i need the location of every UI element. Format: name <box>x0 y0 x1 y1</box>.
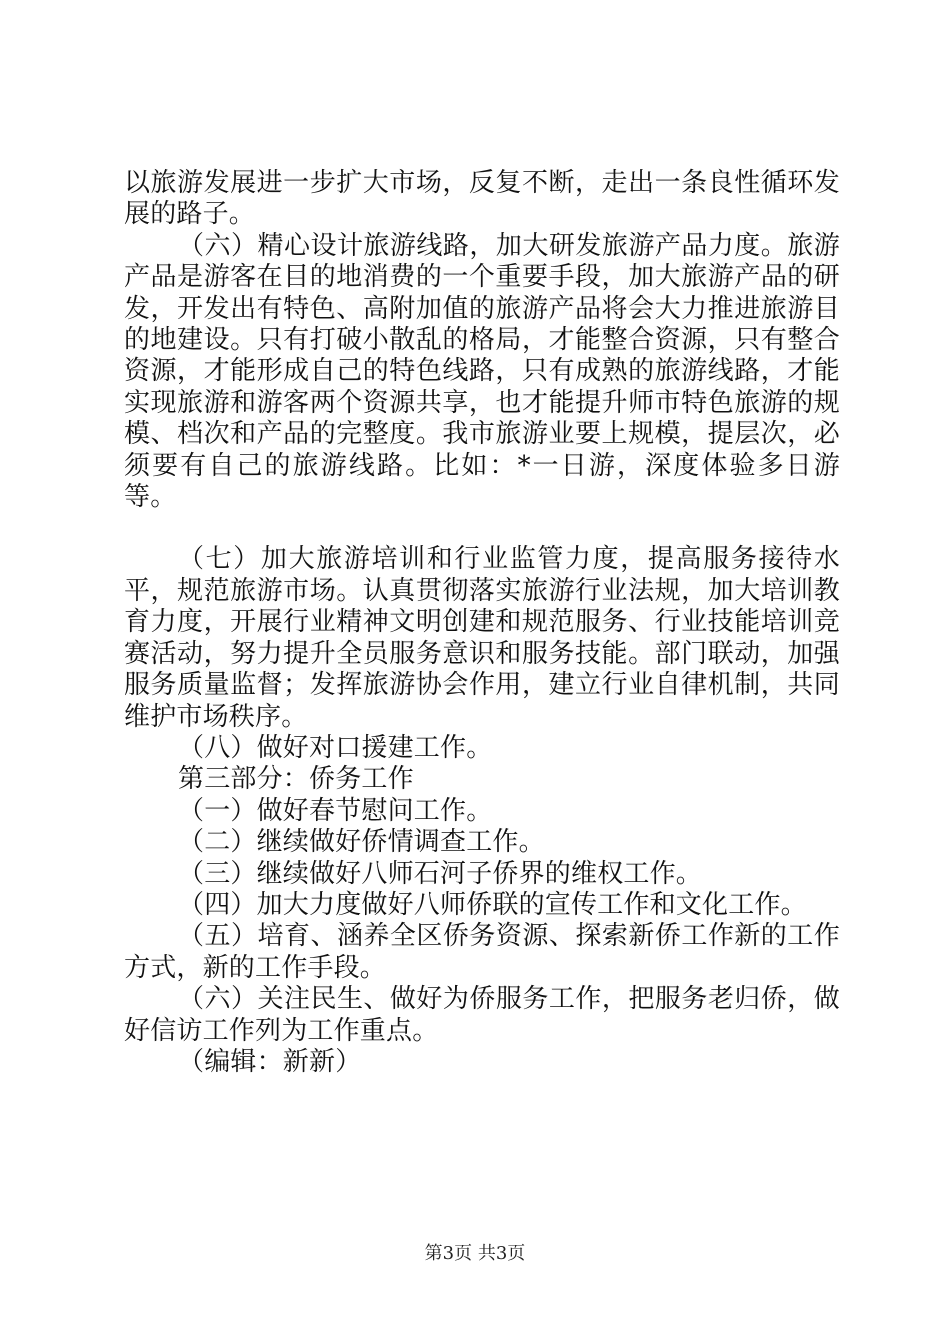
list-item-survey: （二）继续做好侨情调查工作。 <box>178 827 545 858</box>
paragraph-continuation: 以旅游发展进一步扩大市场，反复不断，走出一条良性循环发展的路子。 <box>124 168 840 230</box>
list-item-spring-festival: （一）做好春节慰问工作。 <box>178 795 493 826</box>
list-item-rights-protection: （三）继续做好八师石河子侨界的维权工作。 <box>178 858 703 889</box>
paragraph-tourism-training: （七）加大旅游培训和行业监管力度，提高服务接待水平，规范旅游市场。认真贯彻落实旅游行业法规，加大培训教育力度，开展行业精神文明创建和规范服务、行业技能培训竞赛活动，努力提升全员服务意识和服务技能。部门联动，加强服务质量监督；发挥旅游协会作用，建立行业自律机制，共同维护市场秩序。 <box>124 544 840 732</box>
list-item-livelihood: （六）关注民生、做好为侨服务工作，把服务老归侨，做好信访工作列为工作重点。 <box>124 984 840 1046</box>
paragraph-aid-construction: （八）做好对口援建工作。 <box>178 732 493 763</box>
page-footer: 第3页 共3页 <box>424 1243 526 1264</box>
list-item-resources: （五）培育、涵养全区侨务资源、探索新侨工作新的工作方式，新的工作手段。 <box>124 921 840 983</box>
list-item-publicity: （四）加大力度做好八师侨联的宣传工作和文化工作。 <box>178 889 807 920</box>
paragraph-spacer <box>124 513 840 544</box>
editor-note: （编辑：新新） <box>178 1046 362 1077</box>
section-heading-overseas-chinese: 第三部分：侨务工作 <box>178 764 414 795</box>
paragraph-tourism-routes: （六）精心设计旅游线路，加大研发旅游产品力度。旅游产品是游客在目的地消费的一个重要手段，加大旅游产品的研发，开发出有特色、高附加值的旅游产品将会大力推进旅游目的地建设。只有打破小散乱的格局，才能整合资源，只有整合资源，才能形成自己的特色线路，只有成熟的旅游线路，才能实现旅游和游客两个资源共享，也才能提升师市特色旅游的规模、档次和产品的完整度。我市旅游业要上规模，提层次，必须要有自己的旅游线路。比如：*一日游，深度体验多日游等。 <box>124 230 840 513</box>
document-body <box>124 168 840 1078</box>
